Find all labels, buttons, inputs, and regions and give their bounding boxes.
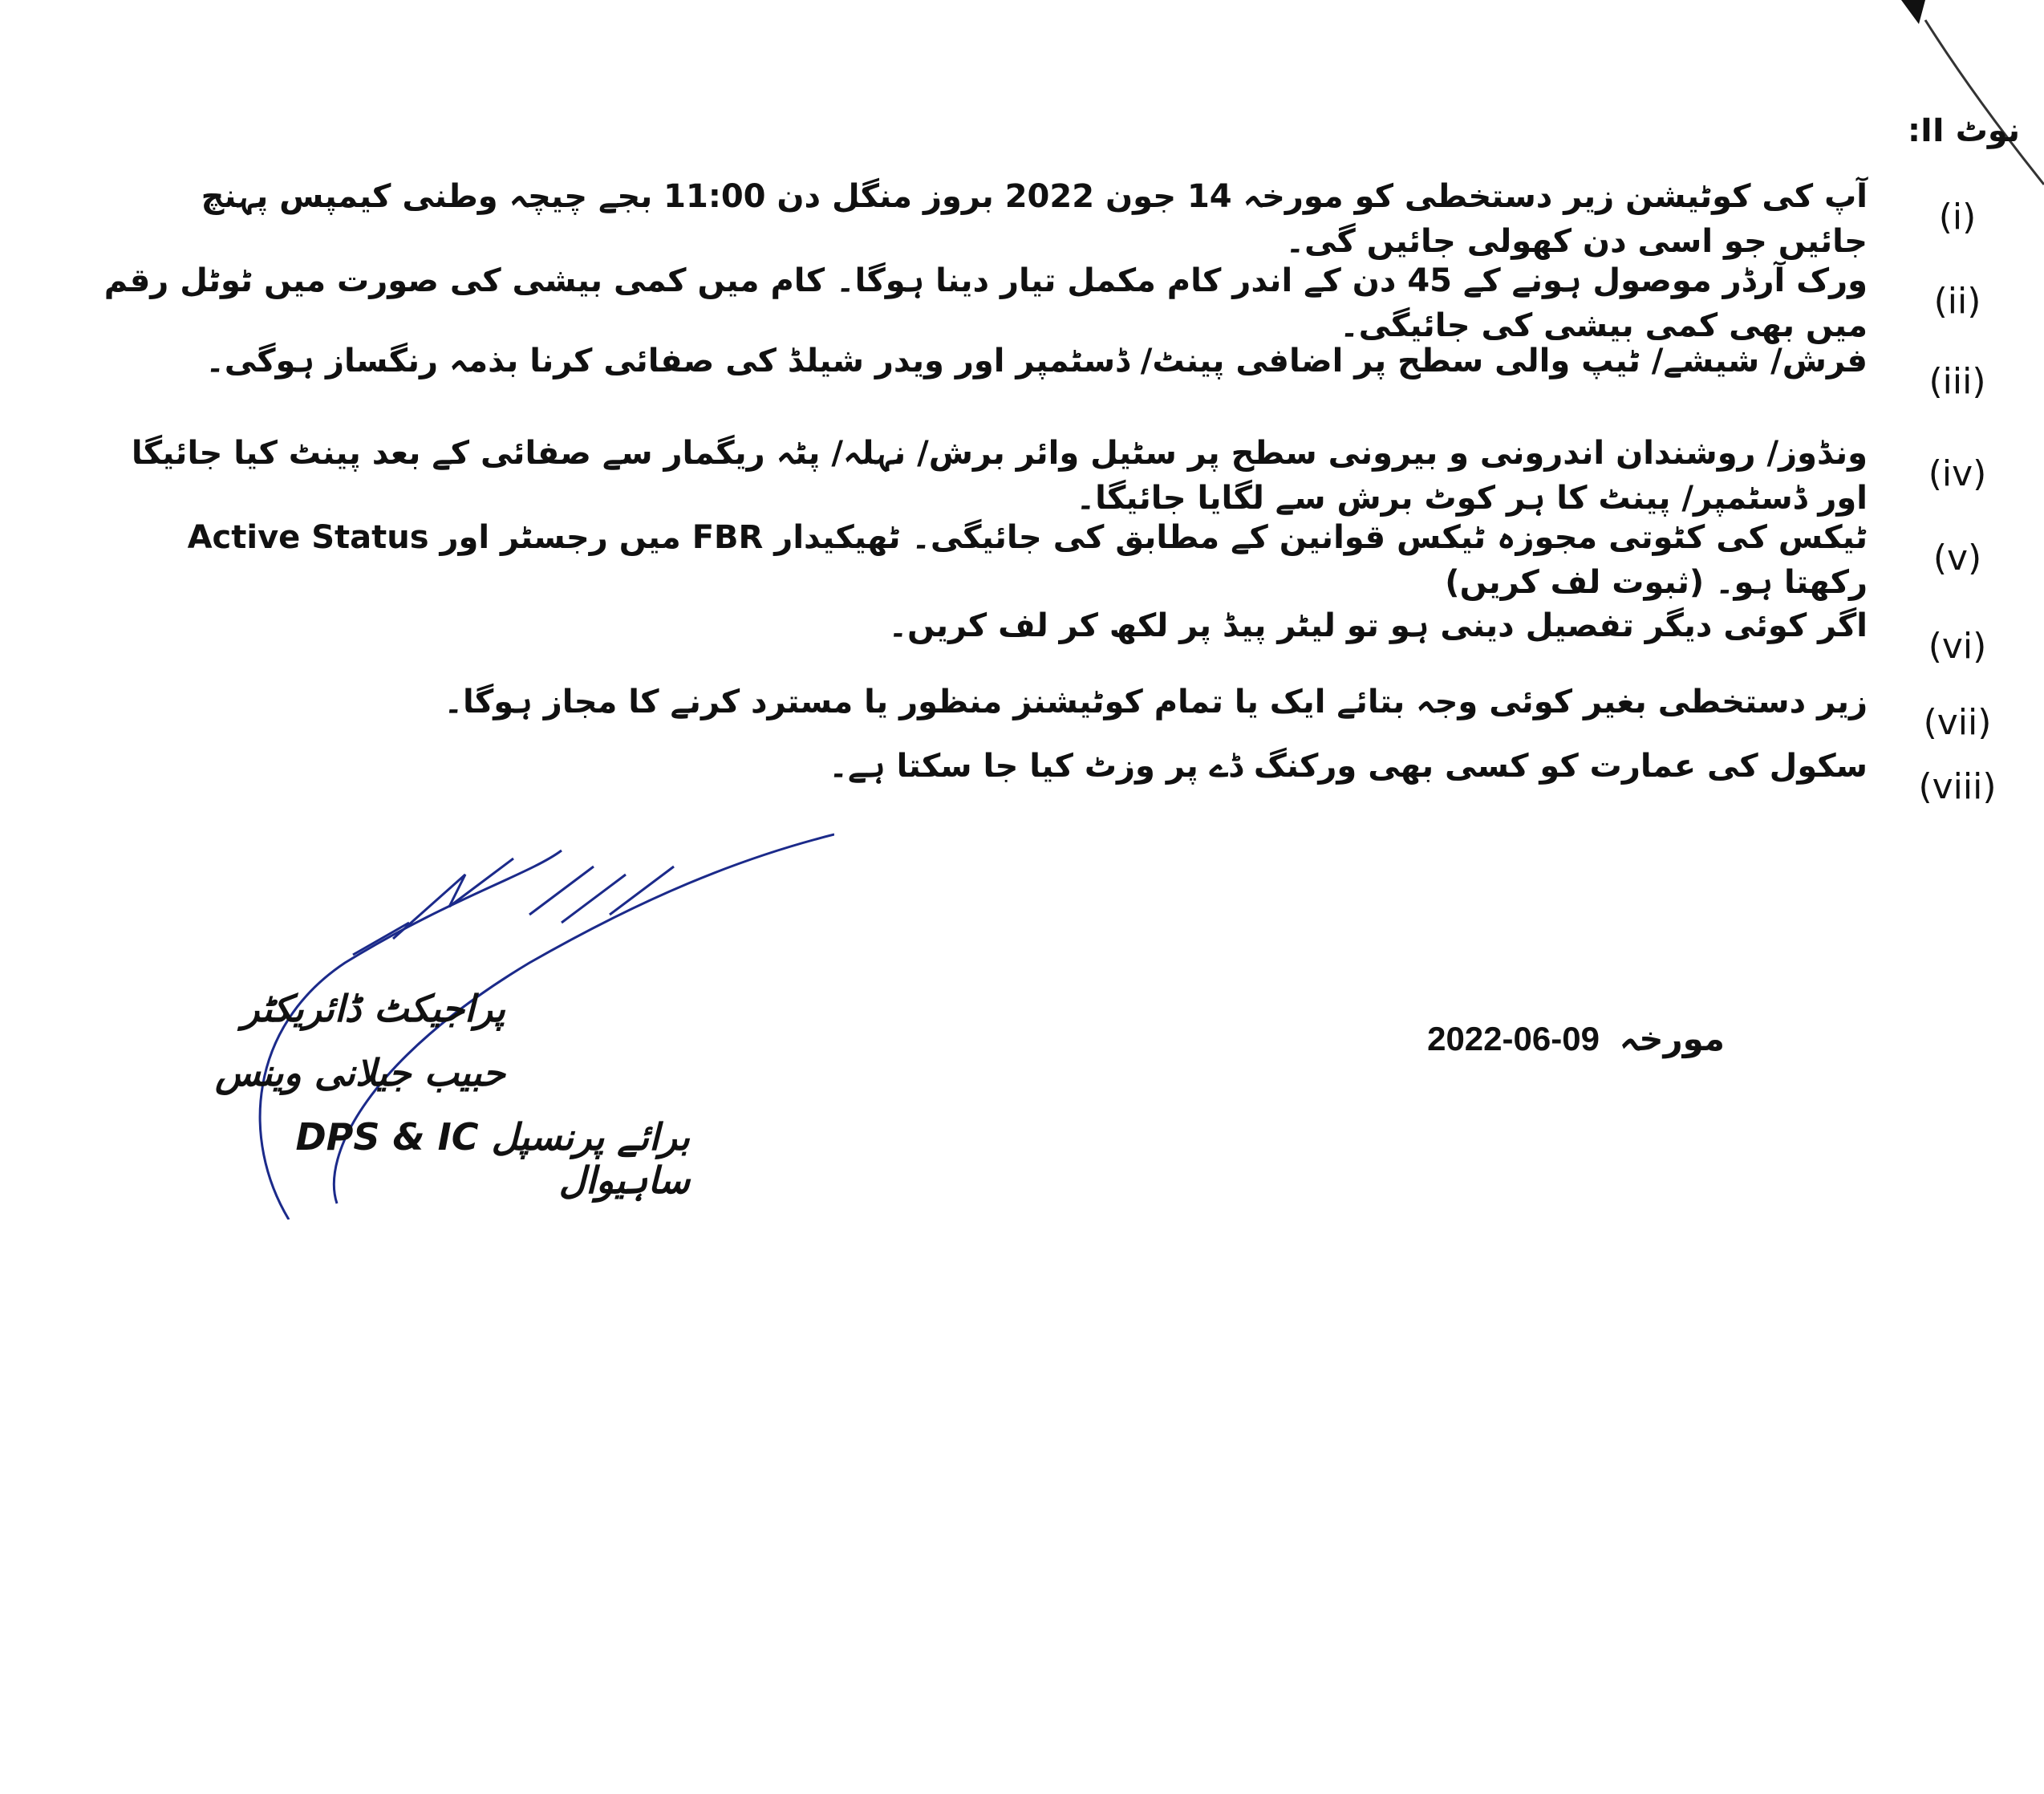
condition-item bbox=[0, 429, 2044, 517]
condition-item bbox=[0, 742, 2044, 822]
condition-text: ٹیکس کی کٹوتی مجوزہ ٹیکس قوانین کے مطابق کی جائیگی۔ ٹھیکیدار FBR میں رجسٹر اور Active Status رکھتا ہو۔ (ثبوت لف کریں) bbox=[187, 519, 1868, 601]
condition-item bbox=[0, 602, 2044, 682]
date-label: مورخہ bbox=[1619, 1019, 1725, 1058]
condition-number: (viii) bbox=[1918, 766, 1997, 807]
condition-number: (i) bbox=[1938, 197, 1977, 237]
condition-item bbox=[0, 513, 2044, 601]
signatory-for-line: برائے پرنسپل DPS & IC ساہیوال bbox=[295, 1115, 690, 1202]
condition-text: اگر کوئی دیگر تفصیل دینی ہو تو لیٹر پیڈ پر لکھ کر لف کریں۔ bbox=[888, 607, 1868, 644]
condition-number: (v) bbox=[1932, 538, 1982, 578]
condition-number: (iv) bbox=[1928, 453, 1987, 494]
signatory-name: حبیب جیلانی وینس bbox=[215, 1051, 505, 1094]
condition-text: ورک آرڈر موصول ہونے کے 45 دن کے اندر کام مکمل تیار دینا ہوگا۔ کام میں کمی بیشی کی صورت میں ٹوٹل رقم میں بھی کمی بیشی کی جائیگی۔ bbox=[103, 262, 1868, 344]
condition-text: ونڈوز/ روشندان اندرونی و بیرونی سطح پر سٹیل وائر برش/ نہلہ/ پٹہ ریگمار سے صفائی کے بعد پینٹ کیا جائیگا اور ڈسٹمپر/ پینٹ کا ہر کوٹ برش سے لگایا جائیگا۔ bbox=[131, 435, 1868, 517]
condition-item bbox=[0, 337, 2044, 417]
corner-ink-mark bbox=[1901, 0, 2044, 193]
condition-number: (iii) bbox=[1928, 361, 1986, 402]
date-value: 09-06-2022 bbox=[1427, 1020, 1600, 1057]
signatory-title: پراجیکٹ ڈائریکٹر bbox=[241, 987, 505, 1030]
condition-item bbox=[0, 172, 2044, 260]
condition-text: آپ کی کوٹیشن زیر دستخطی کو مورخہ 14 جون 2022 بروز منگل دن 11:00 بجے چیچہ وطنی کیمپس پہنچ جائیں جو اسی دن کھولی جائیں گی۔ bbox=[201, 178, 1868, 260]
signatory-block bbox=[193, 971, 690, 1202]
condition-item bbox=[0, 257, 2044, 344]
condition-number: (vi) bbox=[1928, 626, 1987, 667]
note-label: نوٹ II: bbox=[1908, 112, 2020, 149]
condition-number: (ii) bbox=[1933, 281, 1981, 322]
condition-number: (vii) bbox=[1923, 702, 1992, 743]
condition-text: سکول کی عمارت کو کسی بھی ورکنگ ڈے پر وزٹ کیا جا سکتا ہے۔ bbox=[829, 748, 1868, 785]
condition-text: زیر دستخطی بغیر کوئی وجہ بتائے ایک یا تمام کوٹیشنز منظور یا مسترد کرنے کا مجاز ہوگا۔ bbox=[444, 684, 1868, 720]
condition-text: فرش/ شیشے/ ٹیپ والی سطح پر اضافی پینٹ/ ڈسٹمپر اور ویدر شیلڈ کی صفائی کرنا بذمہ رنگساز ہوگی۔ bbox=[205, 343, 1868, 380]
date-block bbox=[1364, 1019, 1725, 1058]
